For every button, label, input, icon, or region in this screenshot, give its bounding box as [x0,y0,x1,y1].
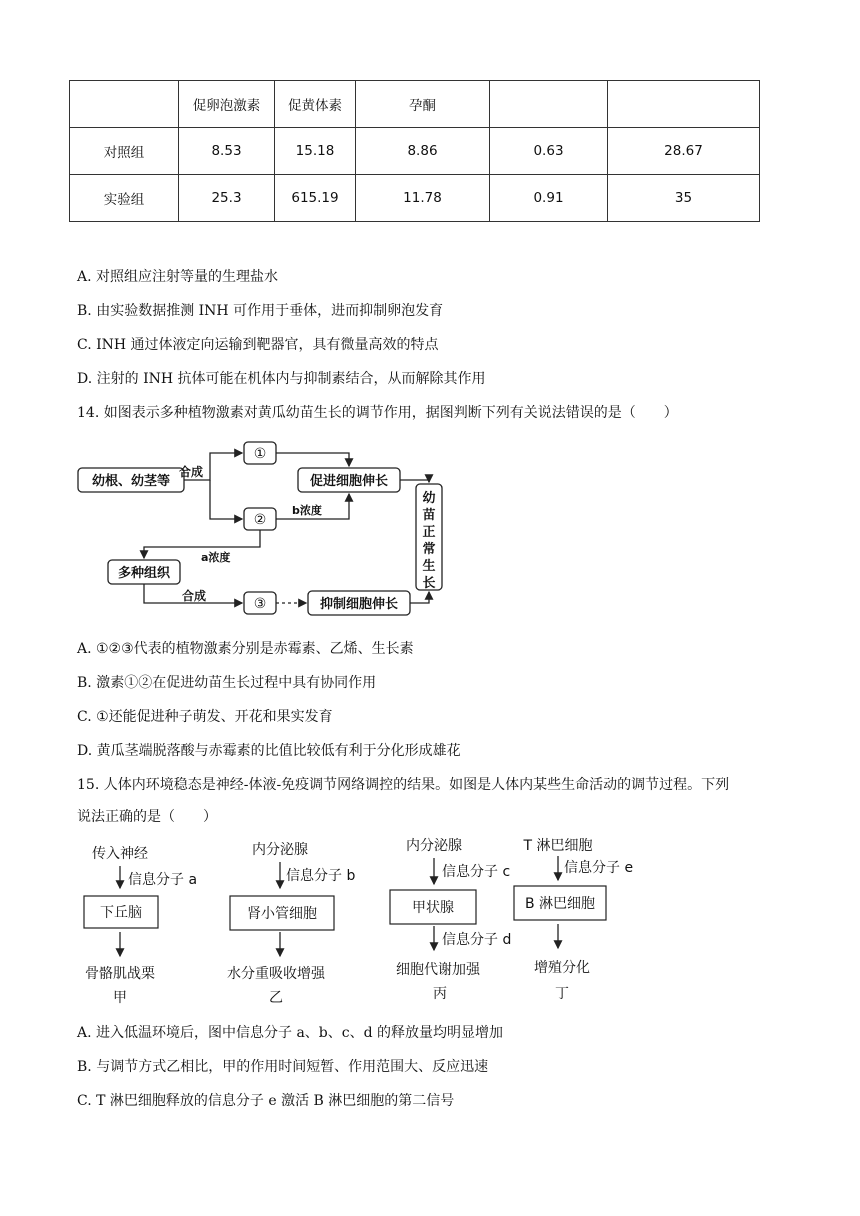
q15-diagrams [70,832,670,1012]
q13-option-c: C. INH 通过体液定向运输到靶器官，具有微量高效的特点 [77,337,439,353]
hormone3-label: ③ [253,596,267,612]
table-cell: 28.67 [608,128,760,175]
table-row [70,128,760,175]
table-cell: 0.91 [490,175,608,222]
table-header-cell: 促黄体素 [275,81,356,128]
diagram-yi [227,841,355,1006]
q14-option-d: D. 黄瓜茎端脱落酸与赤霉素的比值比较低有利于分化形成雄花 [77,743,461,759]
jia-label: 甲 [113,990,127,1006]
q14-diagram [70,432,460,622]
normal-growth-char: 幼 [422,491,436,506]
promote-elongation-label: 促进细胞伸长 [309,474,389,489]
yi-label: 乙 [269,990,283,1006]
q15-option-b: B. 与调节方式乙相比，甲的作用时间短暂、作用范围大、反应迅速 [77,1059,489,1075]
table-cell: 11.78 [356,175,490,222]
table-cell: 615.19 [275,175,356,222]
q15-option-c: C. T 淋巴细胞释放的信息分子 e 激活 B 淋巴细胞的第二信号 [77,1093,455,1109]
normal-growth-char: 苗 [422,508,436,523]
arrow-hormone1-promote [276,453,349,466]
jia-top: 传入神经 [92,846,148,862]
q14-stem: 14. 如图表示多种植物激素对黄瓜幼苗生长的调节作用，据图判断下列有关说法错误的是（ ） [77,405,678,421]
ding-signal: 信息分子 e [564,860,634,876]
arrow-to-hormone2 [210,480,242,519]
diagram-bing [390,837,511,1002]
normal-growth-char: 常 [422,542,436,557]
hormone1-label: ① [253,446,267,462]
table-cell: 15.18 [275,128,356,175]
diagram-jia [84,845,197,1006]
ding-box-label: B 淋巴细胞 [524,896,596,912]
table-cell: 8.86 [356,128,490,175]
table-cell: 8.53 [179,128,275,175]
table-header-cell [608,81,760,128]
jia-result: 骨骼肌战栗 [85,966,155,982]
synthesis-label-1: 合成 [179,465,204,479]
table-header-row [70,81,760,128]
bing-signal2: 信息分子 d [442,932,512,948]
yi-top: 内分泌腺 [252,842,308,858]
q14-option-b: B. 激素①②在促进幼苗生长过程中具有协同作用 [77,675,377,691]
table-header-cell: 孕酮 [356,81,490,128]
hormone2-label: ② [253,512,267,528]
yi-result: 水分重吸收增强 [227,966,325,982]
normal-growth-char: 生 [422,559,436,574]
table-header-cell [490,81,608,128]
table-row [70,175,760,222]
bing-box-label: 甲状腺 [412,900,454,916]
normal-growth-char: 长 [422,576,436,591]
jia-signal: 信息分子 a [128,872,198,888]
synthesis-label-2: 合成 [182,589,207,603]
q15-stem-line1: 15. 人体内环境稳态是神经-体液-免疫调节网络调控的结果。如图是人体内某些生命活动的调节过程。下列 [77,777,730,793]
table-cell: 25.3 [179,175,275,222]
table-cell: 35 [608,175,760,222]
q13-option-b: B. 由实验数据推测 INH 可作用于垂体，进而抑制卵泡发育 [77,303,444,319]
hormone-table [69,80,760,222]
normal-growth-char: 正 [422,525,436,540]
yi-box-label: 肾小管细胞 [247,906,317,922]
q13-option-a: A. 对照组应注射等量的生理盐水 [77,269,279,285]
bing-label: 丙 [433,986,447,1002]
diagram-ding [514,837,633,1002]
table-header-cell [70,81,179,128]
q13-option-d: D. 注射的 INH 抗体可能在机体内与抑制素结合，从而解除其作用 [77,371,486,387]
row-label: 实验组 [70,175,179,222]
seedling-label: 幼根、幼茎等 [91,474,171,489]
q15-option-a: A. 进入低温环境后，图中信息分子 a、b、c、d 的释放量均明显增加 [77,1025,504,1041]
bing-top: 内分泌腺 [406,838,462,854]
q14-option-c: C. ①还能促进种子萌发、开花和果实发育 [77,709,333,725]
table-header-cell: 促卵泡激素 [179,81,275,128]
q15-stem-line2: 说法正确的是（ ） [77,809,217,825]
arrow-promote-growth [400,480,429,482]
arrow-inhibit-growth [410,592,429,603]
yi-signal: 信息分子 b [286,868,356,884]
bing-result: 细胞代谢加强 [396,962,480,978]
a-concentration-label: a浓度 [201,551,231,564]
q14-option-a: A. ①②③代表的植物激素分别是赤霉素、乙烯、生长素 [77,641,414,657]
row-label: 对照组 [70,128,179,175]
jia-box-label: 下丘脑 [100,905,142,921]
ding-result: 增殖分化 [534,960,590,976]
table-cell: 0.63 [490,128,608,175]
ding-label: 丁 [555,986,569,1002]
b-concentration-label: b浓度 [292,504,322,517]
inhibit-elongation-label: 抑制细胞伸长 [319,597,399,612]
tissues-label: 多种组织 [117,566,171,581]
bing-signal: 信息分子 c [442,864,511,880]
ding-top: T 淋巴细胞 [523,838,593,854]
